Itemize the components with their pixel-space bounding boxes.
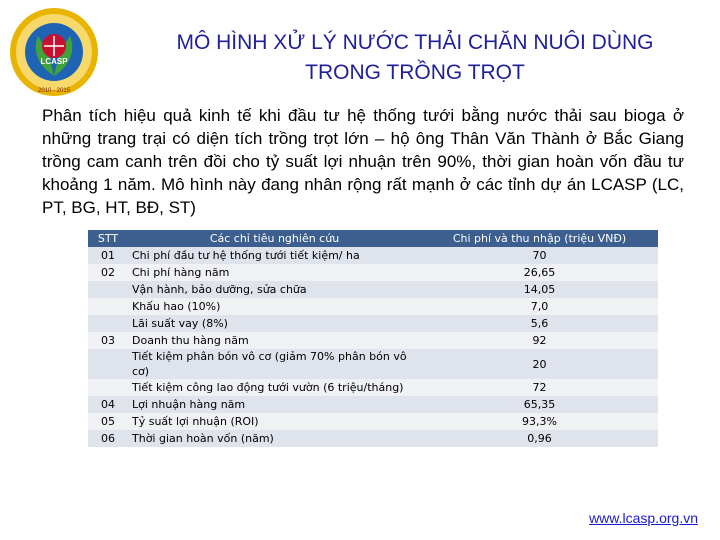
project-logo bbox=[8, 6, 100, 98]
svg-text:LCASP: LCASP bbox=[40, 57, 68, 66]
row-value: 70 bbox=[421, 247, 658, 264]
row-value: 72 bbox=[421, 379, 658, 396]
row-item: Lãi suất vay (8%) bbox=[128, 315, 421, 332]
row-value: 7,0 bbox=[421, 298, 658, 315]
table-row bbox=[88, 349, 658, 379]
table-row bbox=[88, 332, 658, 349]
row-item: Chi phí đầu tư hệ thống tưới tiết kiệm/ ha bbox=[128, 247, 421, 264]
header-stt: STT bbox=[88, 230, 128, 247]
row-item: Tiết kiệm công lao động tưới vườn (6 triệu/tháng) bbox=[128, 379, 421, 396]
row-value: 20 bbox=[421, 349, 658, 379]
row-stt bbox=[88, 281, 128, 298]
table-row bbox=[88, 264, 658, 281]
row-value: 5,6 bbox=[421, 315, 658, 332]
row-stt: 03 bbox=[88, 332, 128, 349]
row-stt: 05 bbox=[88, 413, 128, 430]
row-stt bbox=[88, 379, 128, 396]
cost-income-table bbox=[88, 230, 658, 447]
row-item: Thời gian hoàn vốn (năm) bbox=[128, 430, 421, 447]
title-line-1: MÔ HÌNH XỬ LÝ NƯỚC THẢI CHĂN NUÔI DÙNG bbox=[176, 31, 654, 54]
row-item: Vận hành, bảo dưỡng, sửa chữa bbox=[128, 281, 421, 298]
row-stt: 04 bbox=[88, 396, 128, 413]
row-stt: 01 bbox=[88, 247, 128, 264]
row-value: 92 bbox=[421, 332, 658, 349]
table-row bbox=[88, 430, 658, 447]
row-value: 0,96 bbox=[421, 430, 658, 447]
table-row bbox=[88, 315, 658, 332]
row-item: Khấu hao (10%) bbox=[128, 298, 421, 315]
table-row bbox=[88, 298, 658, 315]
table-row bbox=[88, 413, 658, 430]
row-value: 26,65 bbox=[421, 264, 658, 281]
row-item: Doanh thu hàng năm bbox=[128, 332, 421, 349]
svg-text:2010 - 2015: 2010 - 2015 bbox=[37, 88, 71, 94]
row-item: Lợi nhuận hàng năm bbox=[128, 396, 421, 413]
row-item: Tiết kiệm phân bón vô cơ (giảm 70% phân bón vô cơ) bbox=[128, 349, 421, 379]
description-paragraph: Phân tích hiệu quả kinh tế khi đầu tư hệ thống tưới bằng nước thải sau bioga ở những trang trại có diện tích trồng trọt lớn – hộ ông Thân Văn Thành ở Bắc Giang trồng cam canh trên đồi cho tỷ suất lợi nhuận trên 90%, thời gian hoàn vốn đầu tư khoảng 1 năm. Mô hình này đang nhân rộng rất mạnh ở các tỉnh dự án LCASP (LC, PT, BG, HT, BĐ, ST) bbox=[42, 106, 684, 217]
table-header-row bbox=[88, 230, 658, 247]
table-row bbox=[88, 396, 658, 413]
header-indicator: Các chỉ tiêu nghiên cứu bbox=[128, 230, 421, 247]
row-stt bbox=[88, 349, 128, 379]
table-row bbox=[88, 379, 658, 396]
table-row bbox=[88, 281, 658, 298]
row-stt bbox=[88, 298, 128, 315]
website-link[interactable]: www.lcasp.org.vn bbox=[589, 510, 698, 526]
page-title bbox=[120, 28, 710, 88]
row-item: Tỷ suất lợi nhuận (ROI) bbox=[128, 413, 421, 430]
row-stt bbox=[88, 315, 128, 332]
title-line-2: TRONG TRỒNG TRỌT bbox=[305, 61, 525, 84]
row-item: Chi phí hàng năm bbox=[128, 264, 421, 281]
row-stt: 02 bbox=[88, 264, 128, 281]
row-stt: 06 bbox=[88, 430, 128, 447]
row-value: 93,3% bbox=[421, 413, 658, 430]
table-row bbox=[88, 247, 658, 264]
row-value: 14,05 bbox=[421, 281, 658, 298]
header-value: Chi phí và thu nhập (triệu VNĐ) bbox=[421, 230, 658, 247]
row-value: 65,35 bbox=[421, 396, 658, 413]
